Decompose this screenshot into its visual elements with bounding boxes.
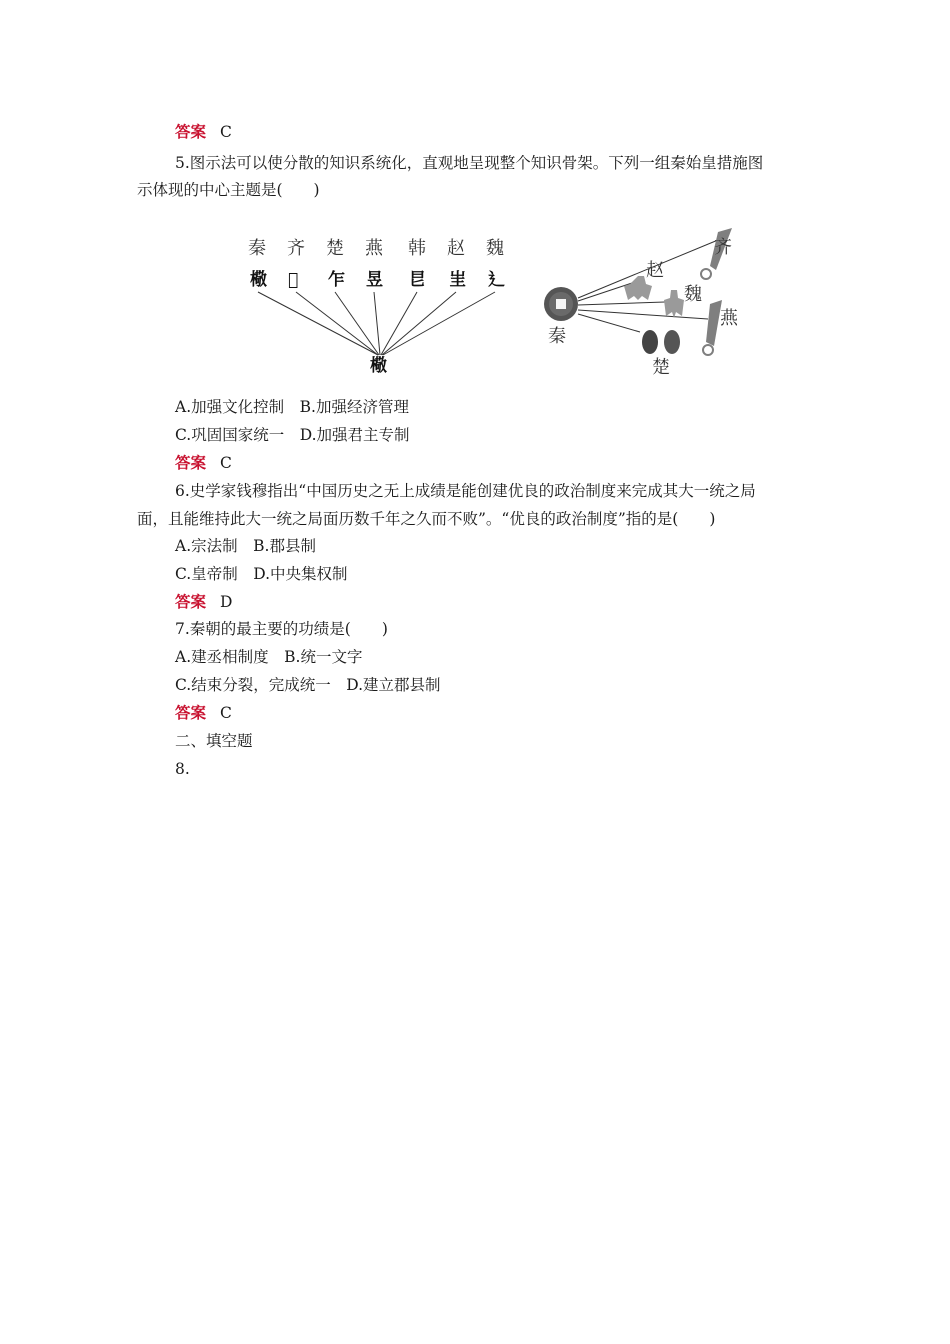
script-glyph-han: 㫐 — [409, 270, 426, 290]
answer-line — [175, 592, 232, 612]
state-name-han: 韩 — [408, 238, 426, 259]
question-7-line-1: 7.秦朝的最主要的功绩是( ) — [175, 620, 388, 638]
wei-spade-coin-icon — [664, 290, 684, 318]
chu-ant-nose-coins-icon — [642, 330, 680, 354]
answer-label: 答案 — [175, 704, 207, 722]
question-5-line-2: 示体现的中心主题是( ) — [137, 181, 320, 199]
question-7-options-line-1: A.建丞相制度 B.统一文字 — [175, 648, 363, 666]
state-name-qi: 齐 — [287, 238, 305, 259]
answer-label: 答案 — [175, 593, 207, 611]
coin-label-yan: 燕 — [720, 308, 738, 329]
unified-script-glyph: 㯳 — [370, 356, 387, 376]
script-glyph-yan: 昱 — [366, 270, 383, 290]
state-name-chu: 楚 — [326, 238, 344, 259]
question-5-options-line-1: A.加强文化控制 B.加强经济管理 — [175, 398, 409, 416]
question-8-number: 8. — [175, 760, 190, 778]
answer-line — [175, 122, 232, 142]
answer-value: C — [220, 123, 232, 141]
question-6-options-line-2: C.皇帝制 D.中央集权制 — [175, 565, 348, 583]
question-5-options-line-2: C.巩固国家统一 D.加强君主专制 — [175, 426, 410, 444]
script-glyph-qin: 㯳 — [250, 270, 267, 290]
script-glyph-zhao: 㞷 — [449, 270, 466, 290]
state-name-row — [248, 238, 504, 259]
answer-line — [175, 703, 232, 723]
script-glyph-wei: ⻎ — [488, 270, 505, 290]
coin-label-wei: 魏 — [684, 284, 702, 305]
script-glyph-chu: 乍 — [328, 270, 345, 290]
answer-line — [175, 453, 232, 473]
question-6-options-line-1: A.宗法制 B.郡县制 — [175, 537, 316, 555]
converging-lines — [258, 292, 495, 355]
coin-label-chu: 楚 — [652, 357, 670, 378]
script-glyph-qi: 𠇈 — [288, 270, 299, 290]
answer-value: C — [220, 704, 232, 722]
state-name-zhao: 赵 — [447, 238, 465, 259]
ancient-script-row — [250, 269, 505, 290]
qin-unification-figure — [240, 222, 760, 382]
question-5-line-1: 5.图示法可以使分散的知识系统化，直观地呈现整个知识骨架。下列一组秦始皇措施图 — [175, 154, 764, 172]
answer-label: 答案 — [175, 123, 207, 141]
state-name-yan: 燕 — [365, 238, 383, 259]
answer-value: C — [220, 454, 232, 472]
coin-label-qin: 秦 — [548, 326, 566, 347]
state-name-wei: 魏 — [486, 238, 504, 259]
section-title: 二、填空题 — [175, 732, 253, 750]
qin-banliang-coin — [544, 287, 578, 321]
answer-value: D — [220, 593, 233, 611]
question-6-line-1: 6.史学家钱穆指出“中国历史之无上成绩是能创建优良的政治制度来完成其大一统之局 — [175, 482, 756, 500]
answer-label: 答案 — [175, 454, 207, 472]
question-7-options-line-2: C.结束分裂，完成统一 D.建立郡县制 — [175, 676, 441, 694]
question-6-line-2: 面，且能维持此大一统之局面历数千年之久而不败”。“优良的政治制度”指的是( ) — [137, 510, 716, 528]
coin-label-qi: 齐 — [714, 237, 732, 258]
state-name-qin: 秦 — [248, 238, 266, 259]
coin-label-zhao: 赵 — [646, 260, 664, 281]
